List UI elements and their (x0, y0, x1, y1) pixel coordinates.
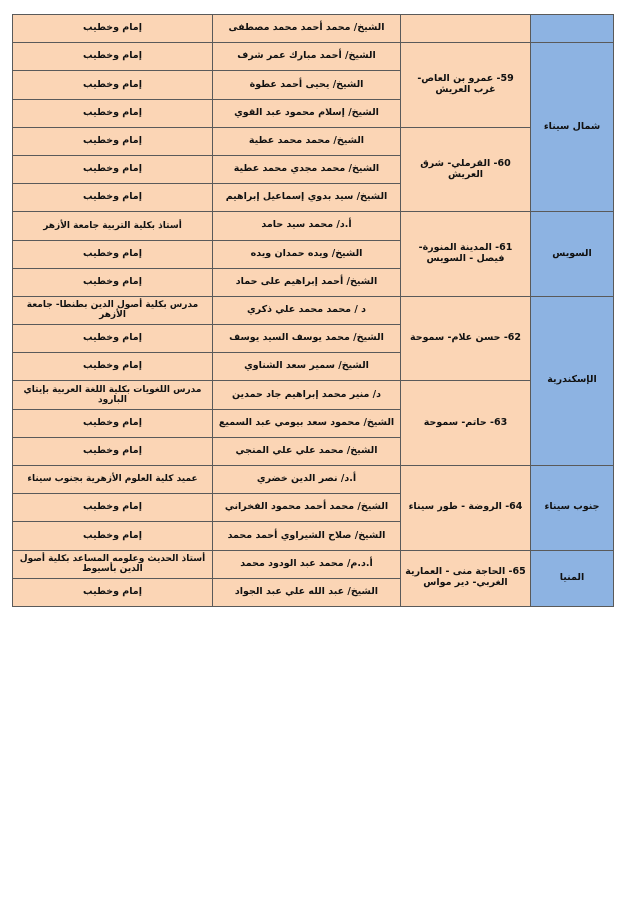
person-name: الشيخ/ محمود سعد بيومي عبد السميع (213, 409, 401, 437)
person-name: الشيخ/ محمد مجدي محمد عطية (213, 155, 401, 183)
person-role: إمام وخطيب (13, 240, 213, 268)
table-row (13, 466, 614, 494)
person-name: الشيخ/ إسلام محمود عبد القوي (213, 99, 401, 127)
person-role: إمام وخطيب (13, 494, 213, 522)
person-role: إمام وخطيب (13, 127, 213, 155)
governorate-cell-continued (531, 15, 614, 43)
governorate-alexandria: الإسكندرية (531, 296, 614, 465)
table-row (13, 127, 614, 155)
table-row (13, 15, 614, 43)
person-name: الشيخ/ محمد أحمد محمد مصطفى (213, 15, 401, 43)
person-role: إمام وخطيب (13, 15, 213, 43)
person-name: أ.د/ محمد سيد حامد (213, 212, 401, 240)
governorate-south-sinai: جنوب سيناء (531, 466, 614, 551)
table-row (13, 550, 614, 578)
mosque-cell-continued (401, 15, 531, 43)
mosque-65: 65- الحاجة منى - العمارية الغربي- دير مواس (401, 550, 531, 606)
table-row (13, 212, 614, 240)
person-name: الشيخ/ محمد محمد عطية (213, 127, 401, 155)
person-role: إمام وخطيب (13, 184, 213, 212)
person-name: أ.د.م/ محمد عبد الودود محمد (213, 550, 401, 578)
person-role: إمام وخطيب (13, 99, 213, 127)
person-role: إمام وخطيب (13, 71, 213, 99)
person-name: الشيخ/ محمد يوسف السيد يوسف (213, 325, 401, 353)
person-role: أستاذ بكلية التربية جامعة الأزهر (13, 212, 213, 240)
person-role: إمام وخطيب (13, 409, 213, 437)
person-name: الشيخ/ محمد أحمد محمود الفخراني (213, 494, 401, 522)
person-role: إمام وخطيب (13, 578, 213, 606)
mosque-62: 62- حسن علام- سموحة (401, 296, 531, 381)
person-role: إمام وخطيب (13, 437, 213, 465)
governorate-north-sinai: شمال سيناء (531, 43, 614, 212)
mosque-59: 59- عمرو بن العاص- غرب العريش (401, 43, 531, 128)
person-name: الشيخ/ أحمد إبراهيم على حماد (213, 268, 401, 296)
person-role: عميد كلية العلوم الأزهرية بجنوب سيناء (13, 466, 213, 494)
person-role: مدرس بكلية أصول الدين بطنطا- جامعة الأزهر (13, 296, 213, 324)
person-name: الشيخ/ ويده حمدان ويده (213, 240, 401, 268)
mosque-60: 60- القرملي- شرق العريش (401, 127, 531, 212)
mosque-63: 63- حاتم- سموحة (401, 381, 531, 466)
person-name: د / محمد محمد علي ذكري (213, 296, 401, 324)
person-name: الشيخ/ صلاح الشيراوي أحمد محمد (213, 522, 401, 550)
person-role: إمام وخطيب (13, 353, 213, 381)
person-name: د/ منير محمد إبراهيم جاد حمدين (213, 381, 401, 409)
table-row (13, 381, 614, 409)
person-name: الشيخ/ سيد بدوي إسماعيل إبراهيم (213, 184, 401, 212)
person-role: أستاذ الحديث وعلومه المساعد بكلية أصول الدين بأسيوط (13, 550, 213, 578)
table-row (13, 43, 614, 71)
person-role: إمام وخطيب (13, 155, 213, 183)
person-name: الشيخ/ محمد علي علي المنجي (213, 437, 401, 465)
governorate-suez: السويس (531, 212, 614, 297)
person-role: إمام وخطيب (13, 522, 213, 550)
mosque-64: 64- الروضة - طور سيناء (401, 466, 531, 551)
mosque-61: 61- المدينة المنورة- فيصل - السويس (401, 212, 531, 297)
person-name: الشيخ/ أحمد مبارك عمر شرف (213, 43, 401, 71)
person-role: إمام وخطيب (13, 268, 213, 296)
person-name: الشيخ/ يحيى أحمد عطوة (213, 71, 401, 99)
person-name: الشيخ/ سمير سعد الشناوي (213, 353, 401, 381)
table-row (13, 296, 614, 324)
person-name: أ.د/ نصر الدين خضري (213, 466, 401, 494)
person-role: إمام وخطيب (13, 325, 213, 353)
mosque-assignments-table (12, 14, 614, 607)
person-role: مدرس اللغويات بكلية اللغة العربية بإيتاي البارود (13, 381, 213, 409)
person-role: إمام وخطيب (13, 43, 213, 71)
person-name: الشيخ/ عبد الله علي عبد الجواد (213, 578, 401, 606)
governorate-minya: المنيا (531, 550, 614, 606)
